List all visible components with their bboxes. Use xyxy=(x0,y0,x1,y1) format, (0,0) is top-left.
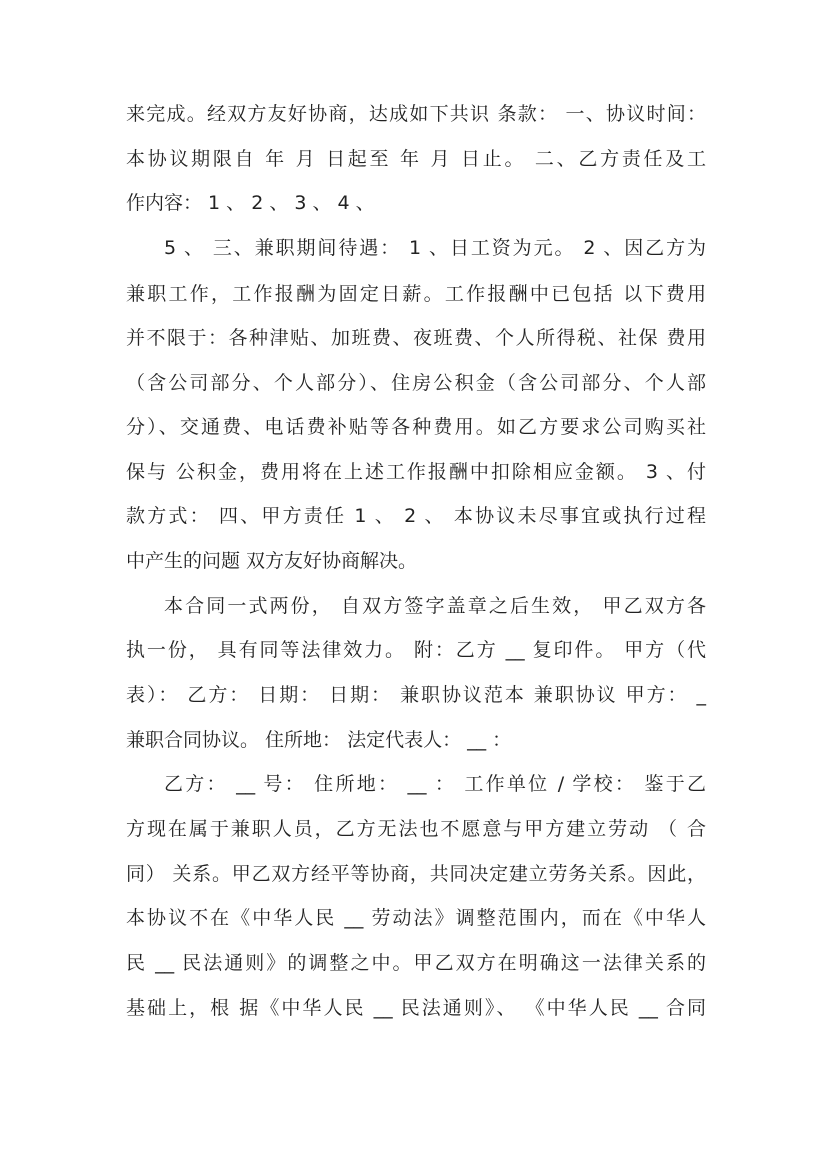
text-line: 乙方： __ 号： 住所地： __ ： 工作单位 / 学校： 鉴于乙 xyxy=(164,773,706,795)
text-line: 执一份， 具有同等法律效力。 附：乙方 __ 复印件。 甲方（代 xyxy=(126,639,706,661)
text-line: 款方式： 四、甲方责任 1 、 2 、 本协议未尽事宜或执行过程 xyxy=(126,505,706,527)
text-line: 中产生的问题 双方友好协商解决。 xyxy=(126,550,418,572)
text-line: 5 、 三、兼职期间待遇： 1 、日工资为元。 2 、因乙方为 xyxy=(164,237,706,259)
text-line: 并不限于：各种津贴、加班费、夜班费、个人所得税、社保 费用 xyxy=(126,327,706,349)
text-line: （含公司部分、个人部分）、住房公积金（含公司部分、个人部 xyxy=(126,372,706,394)
text-line: 分）、交通费、电话费补贴等各种费用。如乙方要求公司购买社 xyxy=(126,416,706,438)
text-line: 本协议期限自 年 月 日起至 年 月 日止。 二、乙方责任及工 xyxy=(126,148,706,170)
text-line: 保与 公积金，费用将在上述工作报酬中扣除相应金额。 3 、付 xyxy=(126,461,706,483)
text-line: 同） 关系。甲乙双方经平等协商，共同决定建立劳务关系。因此， xyxy=(126,863,706,885)
text-line: 本合同一式两份， 自双方签字盖章之后生效， 甲乙双方各 xyxy=(164,595,706,617)
text-line: 兼职合同协议。 住所地： 法定代表人： __ ： xyxy=(126,729,512,751)
text-line: 基础上，根 据《中华人民 __ 民法通则》、 《中华人民 __ 合同 xyxy=(126,997,706,1019)
text-line: 来完成。经双方友好协商，达成如下共识 条款： 一、协议时间： xyxy=(126,103,706,125)
text-line: 作内容： 1 、 2 、 3 、 4 、 xyxy=(126,192,375,214)
text-line: 方现在属于兼职人员，乙方无法也不愿意与甲方建立劳动 （ 合 xyxy=(126,818,706,840)
text-line: 兼职工作，工作报酬为固定日薪。工作报酬中已包括 以下费用 xyxy=(126,283,706,305)
text-line: 民 __ 民法通则》的调整之中。甲乙双方在明确这一法律关系的 xyxy=(126,952,706,974)
text-line: 表）： 乙方： 日期： 日期： 兼职协议范本 兼职协议 甲方： _ xyxy=(126,684,706,706)
text-line: 本协议不在《中华人民 __ 劳动法》调整范围内，而在《中华人 xyxy=(126,907,706,929)
